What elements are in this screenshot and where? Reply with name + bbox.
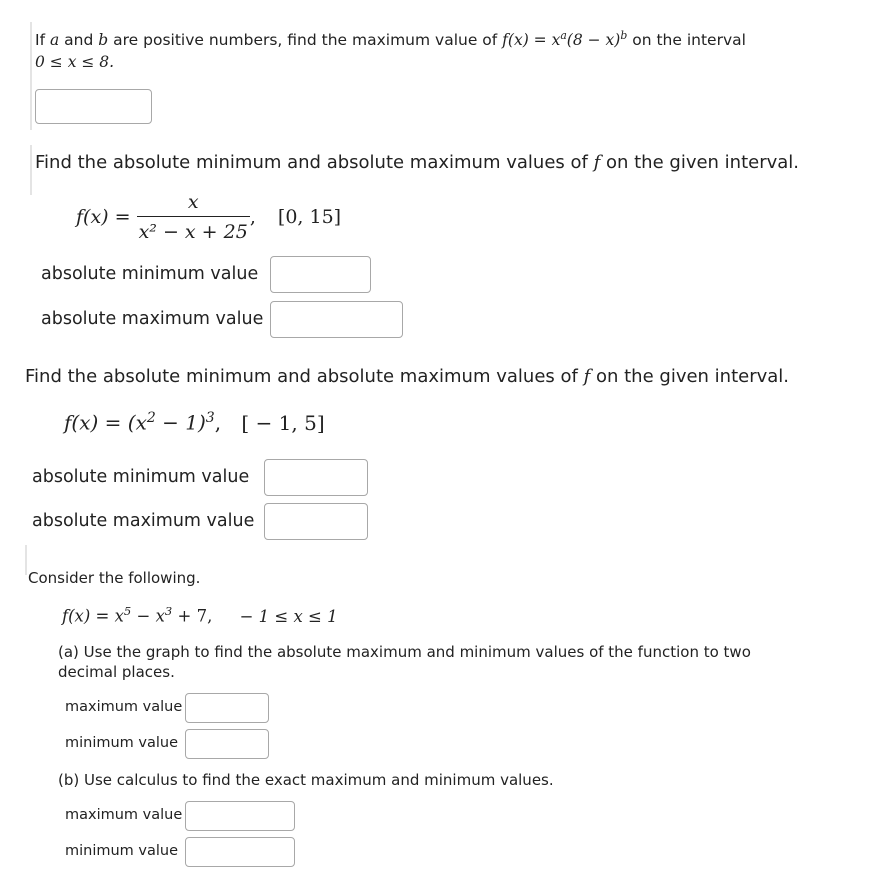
q2-instruction: Find the absolute minimum and absolute maximum values of f on the given interval. bbox=[35, 152, 800, 173]
q1-function: $f(x) = x^a(8 - x)^b$ bbox=[502, 29, 628, 50]
q2-function: f(x) = $\frac{x}{\text{x² − x + 25}}$ , [0, 15] bbox=[76, 191, 342, 243]
q1-interval: 0 ≤ x ≤ 8. bbox=[35, 53, 115, 71]
q2-max-input[interactable] bbox=[270, 301, 403, 338]
q2-max-label: absolute maximum value bbox=[41, 309, 264, 329]
q3-instruction: Find the absolute minimum and absolute maximum values of f on the given interval. bbox=[25, 366, 790, 387]
q3-min-label: absolute minimum value bbox=[32, 467, 250, 487]
q4-part-b: (b) Use calculus to find the exact maximum and minimum values. bbox=[58, 771, 554, 789]
q3-max-label: absolute maximum value bbox=[32, 511, 255, 531]
q4a-min-input[interactable] bbox=[185, 729, 269, 759]
q4-function: $f(x) = x^5 - x^3 + 7$, − 1 ≤ x ≤ 1 bbox=[62, 604, 338, 626]
q2-min-input[interactable] bbox=[270, 256, 371, 293]
q1-left-rule bbox=[30, 22, 32, 130]
q2-interval: [0, 15] bbox=[277, 206, 342, 228]
q2-fraction: $\frac{x}{\text{x² − x + 25}}$ bbox=[138, 191, 248, 243]
q4b-min-label: minimum value bbox=[65, 843, 179, 859]
q4a-max-label: maximum value bbox=[65, 699, 183, 715]
q1-answer-input[interactable] bbox=[35, 89, 152, 124]
q2-left-rule bbox=[30, 145, 32, 195]
q1-prompt: If a and b are positive numbers, find the maximum value of $f(x) = x^a(8 - x)^b$ on the interval bbox=[35, 29, 746, 50]
q3-max-input[interactable] bbox=[264, 503, 368, 540]
q4-header: Consider the following. bbox=[28, 569, 201, 587]
q2-min-label: absolute minimum value bbox=[41, 264, 259, 284]
q4b-max-label: maximum value bbox=[65, 807, 183, 823]
q3-function: $f(x) = (x^2 - 1)^3$, [ − 1, 5] bbox=[64, 410, 325, 435]
q3-min-input[interactable] bbox=[264, 459, 368, 496]
q4a-min-label: minimum value bbox=[65, 735, 179, 751]
q4b-max-input[interactable] bbox=[185, 801, 295, 831]
q3-interval: [ − 1, 5] bbox=[241, 410, 325, 435]
q4-part-a-line2: decimal places. bbox=[58, 663, 175, 681]
q4-interval: − 1 ≤ x ≤ 1 bbox=[239, 606, 338, 626]
q4a-max-input[interactable] bbox=[185, 693, 269, 723]
q4b-min-input[interactable] bbox=[185, 837, 295, 867]
q4-left-rule bbox=[25, 545, 27, 575]
q4-part-a-line1: (a) Use the graph to find the absolute maximum and minimum values of the function to two bbox=[58, 643, 751, 661]
